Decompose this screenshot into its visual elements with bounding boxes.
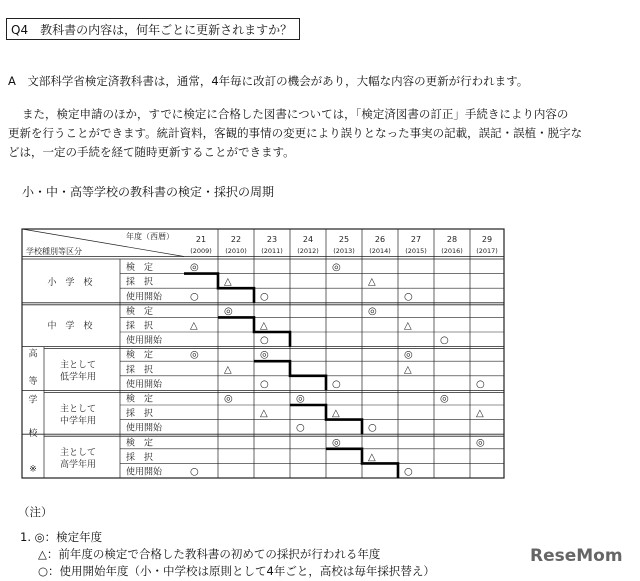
cycle-symbol: ◎ (224, 305, 233, 317)
cycle-symbol: △ (404, 364, 412, 376)
year-western: (2012) (297, 247, 319, 255)
note-item: ○：使用開始年度（小・中学校は原則として4年ごと，高校は毎年採択替え） (38, 564, 435, 578)
row-label: 採 択 (126, 409, 154, 420)
year-western: (2009) (190, 247, 212, 255)
cycle-symbol: ◎ (296, 393, 305, 405)
year-heisei: 28 (446, 235, 458, 244)
row-label: 採 択 (126, 321, 154, 332)
group-sublabel: 主として (60, 448, 97, 459)
cycle-symbol: △ (260, 320, 268, 332)
high-school-label-char: ※ (29, 464, 37, 475)
cycle-symbol: △ (368, 451, 376, 463)
header-type-label: 学校種別等区分 (26, 247, 82, 256)
notes-heading: （注） (18, 505, 53, 519)
row-label: 採 択 (126, 452, 154, 463)
cycle-symbol: △ (190, 320, 198, 332)
high-school-label-char: 等 (28, 376, 38, 387)
row-label: 検 定 (126, 394, 154, 405)
header-year-label: 年度（西暦） (126, 232, 174, 241)
cycle-symbol: △ (404, 320, 412, 332)
year-western: (2017) (476, 247, 498, 255)
cycle-symbol: △ (224, 276, 232, 288)
cycle-symbol: ◎ (404, 349, 413, 361)
cycle-symbol: ○ (296, 422, 305, 434)
cycle-symbol: ○ (404, 466, 413, 478)
cycle-symbol: ○ (404, 291, 413, 303)
paragraph-line: また，検定申請のほか，すでに検定に合格した図書については，「検定済図書の訂正」手続きにより内容の (22, 107, 569, 121)
year-heisei: 22 (230, 235, 242, 244)
year-western: (2013) (333, 247, 355, 255)
cycle-symbol: ○ (260, 291, 269, 303)
question-box: Q4 教科書の内容は，何年ごとに更新されますか？ (6, 18, 300, 40)
cycle-symbol: △ (224, 364, 232, 376)
year-western: (2015) (405, 247, 427, 255)
row-label: 使用開始 (126, 336, 163, 347)
paragraph-line: どは，一定の手続を経て随時更新することができます。 (8, 145, 295, 159)
cycle-symbol: ◎ (332, 262, 341, 274)
cycle-symbol: ○ (190, 291, 199, 303)
cycle-symbol: ◎ (368, 305, 377, 317)
row-label: 検 定 (126, 306, 154, 317)
paragraph-line: 更新を行うことができます。統計資料，客観的事情の変更により誤りとなった事実の記載，誤記・誤植・脱字な (8, 126, 583, 140)
cycle-symbol: ◎ (190, 349, 199, 361)
year-heisei: 23 (266, 235, 278, 244)
note-item: △：前年度の検定で合格した教科書の初めての採択が行われる年度 (38, 547, 381, 561)
row-label: 使用開始 (126, 423, 163, 434)
year-heisei: 21 (195, 235, 207, 244)
cycle-symbol: ○ (368, 422, 377, 434)
answer-text: A 文部科学省検定済教科書は，通常，4年毎に改訂の機会があり，大幅な内容の更新が行われます。 (8, 74, 529, 88)
year-heisei: 24 (302, 235, 314, 244)
cycle-symbol: ○ (332, 378, 341, 390)
row-label: 使用開始 (126, 467, 163, 478)
row-label: 使用開始 (126, 292, 163, 303)
cycle-symbol: ○ (476, 378, 485, 390)
cycle-symbol: ○ (190, 466, 199, 478)
cycle-symbol: △ (368, 276, 376, 288)
row-label: 検 定 (126, 438, 154, 449)
cycle-symbol: ◎ (440, 393, 449, 405)
group-label: 中 学 校 (47, 321, 93, 332)
year-heisei: 26 (374, 235, 386, 244)
cycle-symbol: ◎ (224, 393, 233, 405)
year-western: (2011) (261, 247, 283, 255)
cycle-symbol: ◎ (332, 437, 341, 449)
row-label: 検 定 (126, 263, 154, 274)
row-label: 採 択 (126, 365, 154, 376)
group-sublabel: 低学年用 (60, 372, 97, 383)
cycle-symbol: ○ (260, 335, 269, 347)
cycle-symbol: △ (332, 408, 340, 420)
cycle-symbol: ◎ (260, 349, 269, 361)
group-sublabel: 主として (60, 360, 97, 371)
group-sublabel: 中学年用 (60, 416, 97, 427)
year-heisei: 29 (481, 235, 493, 244)
high-school-label-char: 校 (28, 429, 38, 440)
cycle-symbol: ○ (260, 378, 269, 390)
high-school-label-char: 高 (28, 349, 38, 360)
year-heisei: 27 (410, 235, 422, 244)
group-label: 小 学 校 (47, 277, 93, 288)
note-item: 1. ◎：検定年度 (20, 530, 103, 544)
cycle-symbol: ◎ (190, 262, 199, 274)
cycle-symbol: ◎ (476, 437, 485, 449)
group-sublabel: 高学年用 (60, 460, 97, 471)
cycle-symbol: ○ (440, 335, 449, 347)
high-school-label-char: 学 (28, 395, 38, 406)
cycle-symbol: △ (476, 408, 484, 420)
year-western: (2014) (369, 247, 391, 255)
row-label: 採 択 (126, 277, 154, 288)
row-label: 使用開始 (126, 379, 163, 390)
table-title: 小・中・高等学校の教科書の検定・採択の周期 (22, 185, 275, 199)
group-sublabel: 主として (60, 404, 97, 415)
year-heisei: 25 (338, 235, 350, 244)
resemom-logo: ReseMom (530, 546, 623, 566)
year-western: (2016) (441, 247, 463, 255)
year-western: (2010) (225, 247, 247, 255)
row-label: 検 定 (126, 350, 154, 361)
cycle-symbol: △ (260, 408, 268, 420)
